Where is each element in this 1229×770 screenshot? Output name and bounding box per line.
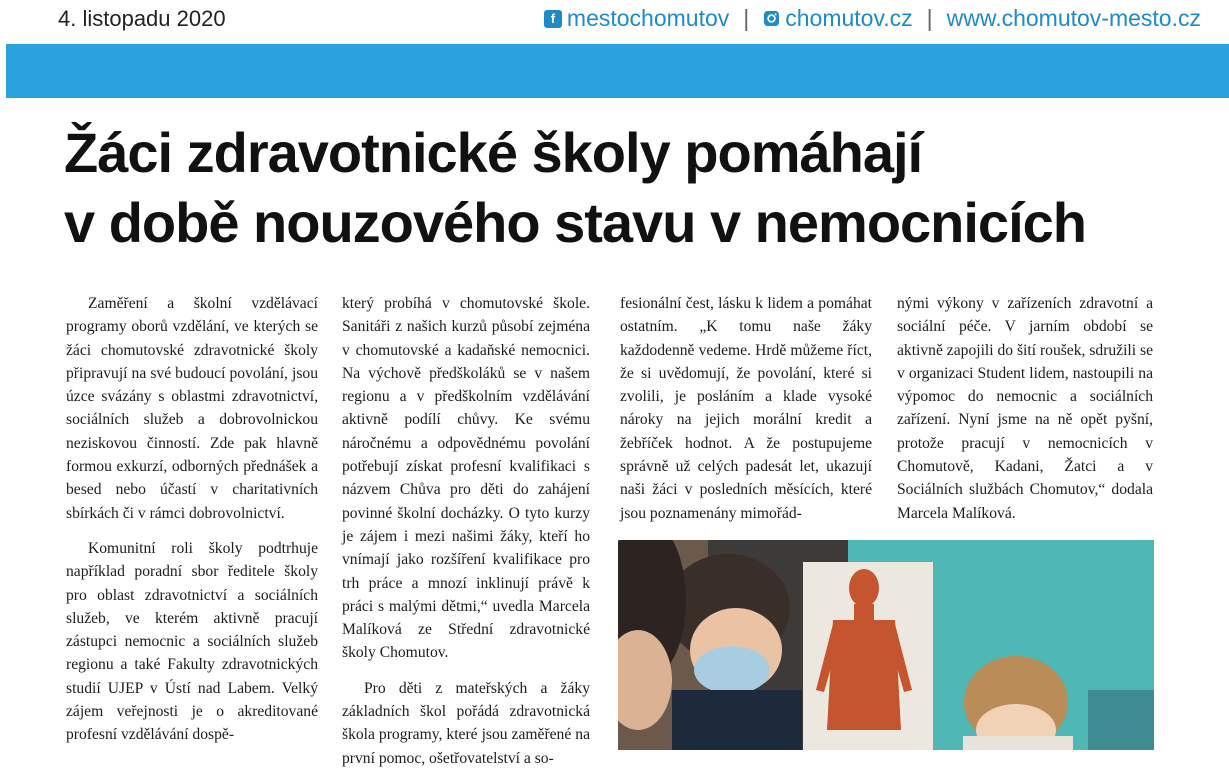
facebook-icon: f — [544, 10, 562, 28]
headline-line-1: Žáci zdravotnické školy pomáhají — [64, 121, 923, 184]
social-links — [544, 5, 1201, 32]
article-headline — [64, 118, 1204, 258]
article-column-1 — [66, 292, 318, 747]
separator: | — [743, 5, 750, 31]
instagram-link[interactable] — [763, 5, 912, 32]
paragraph: fesionální čest, lásku k lidem a pomáhat ostatním. „K tomu naše žáky každodenně vedeme. Hrdě můžeme říct, že si uvědomují, že povolání, které si zvolili, je posláním a klade vysoké nároky na jejich morální kredit a žebříček hodnot. A že postupujeme správně už celých padesát let, ukazují naši žáci v posledních měsících, které jsou poznamenány mimořád- — [620, 295, 872, 522]
paragraph: Pro děti z mateřských a žáky základních škol pořádá zdravotnická škola programy, které jsou zaměřené na první pomoc, ošetřovatelství a so- — [342, 679, 590, 767]
website-link[interactable]: www.chomutov-mesto.cz — [946, 5, 1201, 31]
masthead — [0, 0, 1229, 40]
accent-banner — [6, 44, 1229, 98]
paragraph: nými výkony v zařízeních zdravotní a sociální péče. V jarním období se aktivně zapojili do šití roušek, sdružili se v organizaci Student lidem, nastoupili na výpomoc do nemocnic a sociálních zařízení. Nyní jsme na ně opět pyšní, protože pracují v nemocnicích v Chomutově, Kadani, Žatci a v Sociálních službách Chomutov,“ dodala Marcela Malíková. — [897, 295, 1153, 522]
instagram-label: chomutov.cz — [785, 5, 913, 31]
article-column-2 — [342, 292, 590, 770]
issue-date: 4. listopadu 2020 — [58, 6, 226, 31]
facebook-link[interactable] — [544, 5, 729, 32]
article-column-3 — [620, 292, 872, 525]
facebook-label: mestochomutov — [566, 5, 730, 31]
paragraph: který probíhá v chomutovské škole. Sanitáři z našich kurzů působí zejména v chomutovské a kadaňské nemocnici. Na výchově předškoláků se v našem regionu a v předškolním vzdělávání aktivně podílí chůvy. Ke svému náročnému a odpovědnému povolání potřebují získat profesní kvalifikaci s názvem Chůva pro děti do zahájení povinné školní docházky. O tyto kurzy je zájem i mezi našimi žáky, kteří ho vnímají jako rozšíření kvalifikace pro trh práce a mnozí inklinují právě k práci s malými dětmi,“ uvedla Marcela Malíková ze Střední zdravotnické školy Chomutov. — [342, 295, 590, 662]
article-photo — [618, 540, 1154, 750]
classroom-photo — [618, 540, 1154, 750]
instagram-icon — [763, 10, 780, 27]
paragraph: Zaměření a školní vzdělávací programy oborů vzdělání, ve kterých se žáci chomutovské zdravotnické školy připravují na své budoucí povolání, jsou úzce svázány s oblastmi zdravotnictví, sociálních služeb a dobrovolnickou neziskovou činností. Zde pak hlavně formou exkurzí, odborných přednášek a besed nebo účastí v charitativních sbírkách či v rámci dobrovolnictví. — [66, 295, 318, 522]
separator: | — [926, 5, 933, 31]
headline-line-2: v době nouzového stavu v nemocnicích — [64, 191, 1086, 254]
paragraph: Komunitní roli školy podtrhuje například poradní sbor ředitele školy pro oblast zdravotnictví a sociálních služeb, ve kterém aktivně pracují zástupci nemocnic a sociálních služeb regionu a také Fakulty zdravotnických studií UJEP v Ústí nad Labem. Velký zájem veřejnosti je o akreditované profesní vzdělávání dospě- — [66, 539, 318, 744]
article-column-4 — [897, 292, 1153, 525]
